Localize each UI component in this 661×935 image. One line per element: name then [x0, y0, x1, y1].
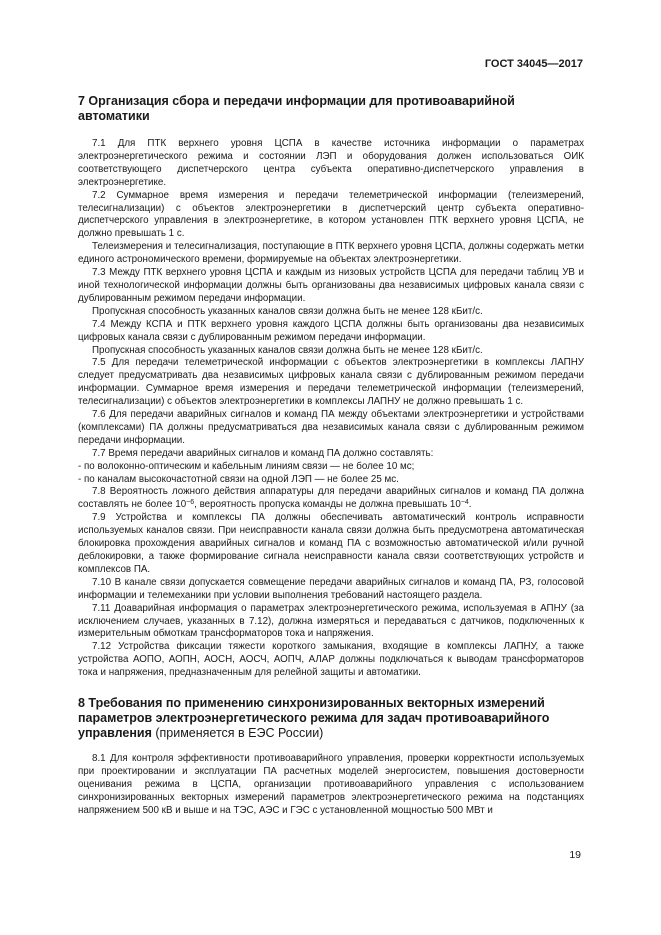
paragraph-7-4: 7.4 Между КСПА и ПТК верхнего уровня каждого ЦСПА должны быть организованы два независимых цифровых канала связи с дублированным режимом передачи информации.	[78, 318, 584, 343]
paragraph-7-2-note: Телеизмерения и телесигнализация, поступающие в ПТК верхнего уровня ЦСПА, должны содержать метки единого астрономического времени, формируемые на объектах электроэнергетики.	[78, 241, 584, 266]
p78-text-start: 7.8 Вероятность ложного действия аппаратуры для передачи аварийных сигналов и команд ПА должна составлять не более 10	[78, 486, 584, 511]
paragraph-7-7: 7.7 Время передачи аварийных сигналов и команд ПА должно составлять:	[92, 447, 434, 459]
paragraph-7-11: 7.11 Доаварийная информация о параметрах электроэнергетического режима, используемая в АПНУ (за исключением случаев, указанных в 7.12), должна измеряться и передаваться с датчиков, подключенных к измерительным обмоткам трансформаторов тока и напряжения.	[78, 602, 584, 640]
paragraph-7-4-capacity: Пропускная способность указанных каналов связи должна быть не менее 128 кБит/с.	[92, 344, 483, 356]
document-header: ГОСТ 34045—2017	[484, 58, 583, 70]
paragraph-7-3-capacity: Пропускная способность указанных каналов связи должна быть не менее 128 кБит/с.	[92, 305, 483, 317]
p78-exponent-1: −6	[186, 499, 195, 507]
paragraph-7-1: 7.1 Для ПТК верхнего уровня ЦСПА в качестве источника информации о параметрах электроэнергетического режима и состоянии ЛЭП и оборудования должен использоваться ОИК соответствующего диспетчерского центра субъекта оперативно-диспетчерского управления в электроэнергетике.	[78, 138, 584, 188]
list-item: - по каналам высокочастотной связи на одной ЛЭП — не более 25 мс.	[78, 473, 399, 485]
p78-text-end: .	[468, 499, 472, 511]
list-item: - по волоконно-оптическим и кабельным линиям связи — не более 10 мс;	[78, 460, 415, 472]
paragraph-7-10: 7.10 В канале связи допускается совмещение передачи аварийных сигналов и команд ПА, РЗ, голосовой информации и телемеханики при условии выполнения требований настоящего раздела.	[78, 576, 584, 601]
paragraph-8-1: 8.1 Для контроля эффективности противоаварийного управления, проверки корректности используемых при проектировании и эксплуатации ПА расчетных моделей энергосистем, повышения достоверности оценивания режима в ЦСПА, организации противоаварийного управления с использованием синхронизированных векторных измерений параметров электроэнергетического режима на подстанциях напряжением 500 кВ и выше и на ТЭС, АЭС и ГЭС с установленной мощностью 500 МВт и	[78, 753, 584, 816]
page-number: 19	[569, 849, 581, 861]
paragraph-7-12: 7.12 Устройства фиксации тяжести короткого замыкания, входящие в комплексы ЛАПНУ, а также устройства АОПО, АОПН, АОСН, АОСЧ, АОПЧ, АЛАР должны подключаться к выводам трансформаторов тока и напряжения, предназначенным для релейной защиты и автоматики.	[78, 641, 584, 679]
section-8-title-bold: 8 Требования по применению синхронизированных векторных измерений параметров электроэнергетического режима для задач противоаварийного управления	[78, 696, 550, 741]
section-8-body	[78, 753, 584, 818]
page-content	[78, 94, 584, 818]
section-8-title-note: (применяется в ЕЭС России)	[151, 726, 324, 741]
paragraph-7-2: 7.2 Суммарное время измерения и передачи телеметрической информации (телеизмерений, телесигнализации) с объектов электроэнергетики в диспетчерский центр субъекта оперативно-диспетчерского управления в электроэнергетике, в котором установлен ПТК верхнего уровня ЦСПА, не должно превышать 1 с.	[78, 189, 584, 240]
paragraph-7-3: 7.3 Между ПТК верхнего уровня ЦСПА и каждым из низовых устройств ЦСПА для передачи таблиц УВ и иной технологической информации должны быть организованы два независимых цифровых канала связи с дублированным режимом передачи информации.	[78, 267, 584, 304]
p78-text-middle: , вероятность пропуска команды не должна превышать 10	[194, 499, 461, 511]
paragraph-7-9: 7.9 Устройства и комплексы ПА должны обеспечивать автоматический контроль исправности используемых каналов связи. При неисправности канала связи должна быть предусмотрена автоматическая блокировка прохождения аварийных сигналов и команд ПА с возможностью автоматической и/или ручной деблокировки, а также формирование сигнала неисправности канала связи соответствующих устройств и комплексов ПА.	[78, 512, 584, 575]
p78-exponent-2: −4	[460, 499, 469, 507]
paragraph-7-8	[78, 486, 584, 512]
section-7-body	[78, 138, 584, 680]
section-7-title: 7 Организация сбора и передачи информации для противоаварийной автоматики	[78, 94, 515, 123]
paragraph-7-5: 7.5 Для передачи телеметрической информации с объектов электроэнергетики в комплексы ЛАПНУ следует предусматривать два независимых цифровых канала связи с дублированным режимом передачи информации. Суммарное время измерения и передачи телеметрической информации (телеизмерений, телесигнализации) с объектов электроэнергетики в комплексы ЛАПНУ не должно превышать 1 с.	[78, 357, 584, 408]
paragraph-7-6: 7.6 Для передачи аварийных сигналов и команд ПА между объектами электроэнергетики и устройствами (комплексами) ПА должны предусматриваться два независимых канала связи с дублированным режимом передачи информации.	[78, 409, 584, 446]
section-8-title	[78, 696, 584, 741]
